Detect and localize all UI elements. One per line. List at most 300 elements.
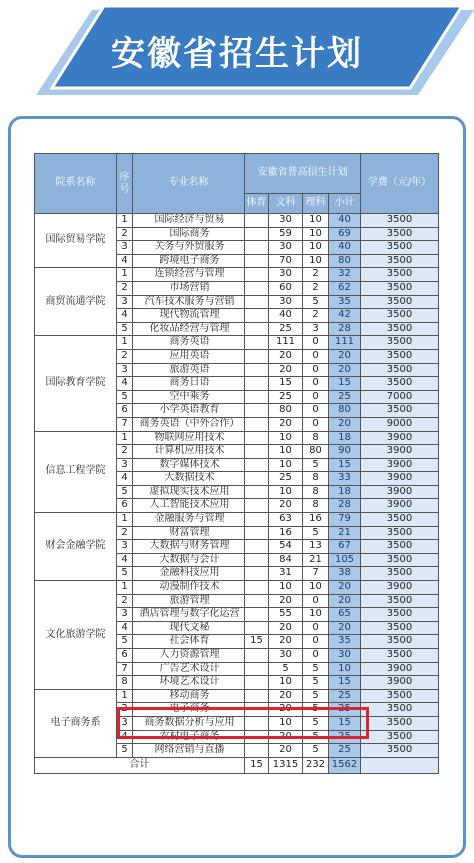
cell-sports <box>245 417 269 431</box>
table-row <box>35 581 439 595</box>
cell-fee: 3900 <box>361 445 439 459</box>
cell-seq: 3 <box>117 295 133 309</box>
cell-major: 大数据与财务管理 <box>133 540 245 554</box>
cell-arts: 20 <box>269 703 303 717</box>
total-fee <box>361 757 439 773</box>
cell-seq: 3 <box>117 241 133 255</box>
cell-fee: 3500 <box>361 540 439 554</box>
cell-major: 金融服务与管理 <box>133 513 245 527</box>
cell-sports <box>245 526 269 540</box>
cell-science: 0 <box>303 377 329 391</box>
cell-science: 0 <box>303 621 329 635</box>
cell-science: 0 <box>303 336 329 350</box>
cell-arts: 25 <box>269 472 303 486</box>
table-row <box>35 336 439 350</box>
cell-fee: 3900 <box>361 499 439 513</box>
cell-fee: 3500 <box>361 295 439 309</box>
cell-science: 0 <box>303 404 329 418</box>
total-sports: 15 <box>245 757 269 773</box>
cell-sports <box>245 716 269 730</box>
cell-fee: 3500 <box>361 635 439 649</box>
cell-major: 物联网应用技术 <box>133 431 245 445</box>
cell-fee: 3900 <box>361 431 439 445</box>
cell-subtotal: 20 <box>329 581 361 595</box>
cell-sports <box>245 295 269 309</box>
cell-arts: 40 <box>269 309 303 323</box>
cell-subtotal: 20 <box>329 363 361 377</box>
cell-subtotal: 35 <box>329 295 361 309</box>
cell-major: 汽车技术服务与营销 <box>133 295 245 309</box>
cell-subtotal: 20 <box>329 417 361 431</box>
cell-major: 现代文秘 <box>133 621 245 635</box>
cell-fee: 3500 <box>361 322 439 336</box>
cell-fee: 3500 <box>361 363 439 377</box>
cell-subtotal: 25 <box>329 689 361 703</box>
cell-science: 10 <box>303 581 329 595</box>
cell-seq: 5 <box>117 390 133 404</box>
cell-arts: 54 <box>269 540 303 554</box>
cell-sports: 15 <box>245 635 269 649</box>
cell-seq: 7 <box>117 662 133 676</box>
cell-sports <box>245 445 269 459</box>
cell-seq: 4 <box>117 309 133 323</box>
cell-science: 10 <box>303 254 329 268</box>
cell-science: 8 <box>303 485 329 499</box>
cell-major: 数字媒体技术 <box>133 458 245 472</box>
table-row <box>35 689 439 703</box>
cell-seq: 1 <box>117 513 133 527</box>
cell-fee: 3500 <box>361 241 439 255</box>
cell-arts: 20 <box>269 349 303 363</box>
cell-fee: 3900 <box>361 662 439 676</box>
cell-science: 0 <box>303 635 329 649</box>
cell-arts: 20 <box>269 417 303 431</box>
header-major: 专业名称 <box>133 154 245 214</box>
cell-science: 10 <box>303 214 329 228</box>
cell-fee: 3500 <box>361 621 439 635</box>
cell-seq: 2 <box>117 445 133 459</box>
cell-science: 5 <box>303 716 329 730</box>
cell-arts: 30 <box>269 241 303 255</box>
cell-science: 13 <box>303 540 329 554</box>
cell-seq: 1 <box>117 689 133 703</box>
cell-arts: 80 <box>269 404 303 418</box>
cell-seq: 4 <box>117 254 133 268</box>
cell-sports <box>245 689 269 703</box>
cell-arts: 16 <box>269 526 303 540</box>
cell-fee: 3500 <box>361 268 439 282</box>
cell-major: 现代物流管理 <box>133 309 245 323</box>
cell-science: 0 <box>303 649 329 663</box>
cell-subtotal: 20 <box>329 621 361 635</box>
cell-arts: 20 <box>269 499 303 513</box>
cell-subtotal: 18 <box>329 431 361 445</box>
cell-sports <box>245 676 269 690</box>
cell-sports <box>245 499 269 513</box>
cell-science: 5 <box>303 526 329 540</box>
cell-fee: 3500 <box>361 349 439 363</box>
cell-subtotal: 25 <box>329 390 361 404</box>
cell-subtotal: 105 <box>329 553 361 567</box>
cell-sports <box>245 214 269 228</box>
cell-subtotal: 20 <box>329 594 361 608</box>
cell-seq: 5 <box>117 322 133 336</box>
cell-science: 0 <box>303 390 329 404</box>
dept-name: 文化旅游学院 <box>35 581 117 690</box>
cell-major: 商务日语 <box>133 377 245 391</box>
cell-fee: 3900 <box>361 676 439 690</box>
cell-major: 国际经济与贸易 <box>133 214 245 228</box>
cell-fee: 3500 <box>361 526 439 540</box>
cell-sports <box>245 513 269 527</box>
cell-seq: 8 <box>117 676 133 690</box>
cell-fee: 3500 <box>361 716 439 730</box>
cell-arts: 30 <box>269 295 303 309</box>
table-row <box>35 431 439 445</box>
cell-subtotal: 65 <box>329 608 361 622</box>
cell-science: 7 <box>303 567 329 581</box>
cell-sports <box>245 281 269 295</box>
cell-major: 国际商务 <box>133 227 245 241</box>
cell-fee: 3500 <box>361 336 439 350</box>
cell-fee: 3900 <box>361 581 439 595</box>
cell-subtotal: 42 <box>329 309 361 323</box>
cell-science: 80 <box>303 445 329 459</box>
header-arts: 文科 <box>269 194 303 214</box>
cell-major: 人工智能技术应用 <box>133 499 245 513</box>
cell-science: 21 <box>303 553 329 567</box>
cell-arts: 10 <box>269 676 303 690</box>
cell-seq: 5 <box>117 744 133 758</box>
cell-major: 人力资源管理 <box>133 649 245 663</box>
cell-seq: 6 <box>117 499 133 513</box>
cell-seq: 2 <box>117 281 133 295</box>
cell-major: 金融科技应用 <box>133 567 245 581</box>
cell-subtotal: 15 <box>329 377 361 391</box>
cell-arts: 63 <box>269 513 303 527</box>
cell-sports <box>245 363 269 377</box>
cell-arts: 30 <box>269 649 303 663</box>
cell-major: 网络营销与直播 <box>133 744 245 758</box>
cell-sports <box>245 594 269 608</box>
cell-sports <box>245 621 269 635</box>
cell-science: 10 <box>303 227 329 241</box>
cell-major: 跨境电子商务 <box>133 254 245 268</box>
cell-major: 关务与外贸服务 <box>133 241 245 255</box>
page-title: 安徽省招生计划 <box>111 34 363 74</box>
cell-sports <box>245 322 269 336</box>
cell-science: 8 <box>303 499 329 513</box>
cell-seq: 3 <box>117 608 133 622</box>
cell-seq: 4 <box>117 730 133 744</box>
cell-seq: 2 <box>117 349 133 363</box>
cell-science: 0 <box>303 417 329 431</box>
cell-subtotal: 35 <box>329 635 361 649</box>
cell-sports <box>245 404 269 418</box>
cell-subtotal: 79 <box>329 513 361 527</box>
dept-name: 国际教育学院 <box>35 336 117 431</box>
cell-seq: 3 <box>117 540 133 554</box>
cell-subtotal: 28 <box>329 322 361 336</box>
cell-seq: 3 <box>117 458 133 472</box>
cell-subtotal: 111 <box>329 336 361 350</box>
cell-major: 社会体育 <box>133 635 245 649</box>
cell-subtotal: 62 <box>329 281 361 295</box>
cell-sports <box>245 268 269 282</box>
cell-arts: 30 <box>269 268 303 282</box>
table-row <box>35 513 439 527</box>
cell-major: 小学英语教育 <box>133 404 245 418</box>
cell-sports <box>245 431 269 445</box>
cell-science: 5 <box>303 458 329 472</box>
dept-name: 财会金融学院 <box>35 513 117 581</box>
cell-sports <box>245 567 269 581</box>
cell-seq: 5 <box>117 635 133 649</box>
cell-major: 大数据技术 <box>133 472 245 486</box>
cell-subtotal: 69 <box>329 227 361 241</box>
table-row <box>35 214 439 228</box>
cell-arts: 25 <box>269 322 303 336</box>
cell-sports <box>245 553 269 567</box>
cell-major: 化妆品经营与管理 <box>133 322 245 336</box>
dept-name: 信息工程学院 <box>35 431 117 513</box>
cell-science: 0 <box>303 594 329 608</box>
cell-arts: 10 <box>269 581 303 595</box>
cell-subtotal: 32 <box>329 268 361 282</box>
cell-sports <box>245 336 269 350</box>
total-arts: 1315 <box>269 757 303 773</box>
cell-sports <box>245 730 269 744</box>
cell-major: 旅游管理 <box>133 594 245 608</box>
cell-major: 财富管理 <box>133 526 245 540</box>
cell-sports <box>245 472 269 486</box>
cell-sports <box>245 703 269 717</box>
cell-subtotal: 10 <box>329 662 361 676</box>
cell-fee: 3500 <box>361 309 439 323</box>
cell-fee: 3900 <box>361 485 439 499</box>
cell-science: 5 <box>303 662 329 676</box>
cell-major: 移动商务 <box>133 689 245 703</box>
table-row <box>35 268 439 282</box>
cell-seq: 1 <box>117 214 133 228</box>
cell-major: 市场营销 <box>133 281 245 295</box>
cell-subtotal: 40 <box>329 214 361 228</box>
cell-seq: 6 <box>117 404 133 418</box>
cell-arts: 30 <box>269 214 303 228</box>
cell-sports <box>245 254 269 268</box>
cell-fee: 3500 <box>361 608 439 622</box>
cell-sports <box>245 458 269 472</box>
cell-sports <box>245 227 269 241</box>
cell-science: 2 <box>303 268 329 282</box>
cell-fee: 9000 <box>361 417 439 431</box>
header-seq: 序号 <box>117 154 133 214</box>
cell-arts: 31 <box>269 567 303 581</box>
cell-seq: 4 <box>117 377 133 391</box>
cell-seq: 7 <box>117 417 133 431</box>
cell-science: 8 <box>303 472 329 486</box>
cell-seq: 4 <box>117 621 133 635</box>
cell-fee: 3500 <box>361 377 439 391</box>
cell-seq: 5 <box>117 567 133 581</box>
cell-major: 动漫制作技术 <box>133 581 245 595</box>
cell-arts: 20 <box>269 744 303 758</box>
cell-science: 5 <box>303 744 329 758</box>
cell-fee: 3500 <box>361 689 439 703</box>
cell-major: 环境艺术设计 <box>133 676 245 690</box>
cell-seq: 1 <box>117 581 133 595</box>
cell-arts: 10 <box>269 716 303 730</box>
cell-subtotal: 25 <box>329 730 361 744</box>
cell-arts: 10 <box>269 485 303 499</box>
cell-science: 2 <box>303 309 329 323</box>
cell-sports <box>245 608 269 622</box>
cell-major: 商务数据分析与应用 <box>133 716 245 730</box>
cell-sports <box>245 390 269 404</box>
header-dept: 院系名称 <box>35 154 117 214</box>
cell-fee: 3500 <box>361 730 439 744</box>
cell-arts: 10 <box>269 445 303 459</box>
cell-major: 旅游英语 <box>133 363 245 377</box>
cell-major: 应用英语 <box>133 349 245 363</box>
cell-fee: 3500 <box>361 553 439 567</box>
cell-subtotal: 33 <box>329 472 361 486</box>
dept-name: 国际贸易学院 <box>35 214 117 268</box>
cell-subtotal: 90 <box>329 445 361 459</box>
cell-subtotal: 28 <box>329 499 361 513</box>
cell-subtotal: 18 <box>329 485 361 499</box>
cell-subtotal: 80 <box>329 254 361 268</box>
cell-fee: 3500 <box>361 513 439 527</box>
cell-major: 商务英语 <box>133 336 245 350</box>
header-fee: 学费（元/年） <box>361 154 439 214</box>
cell-subtotal: 25 <box>329 744 361 758</box>
cell-science: 10 <box>303 241 329 255</box>
cell-sports <box>245 485 269 499</box>
cell-science: 16 <box>303 513 329 527</box>
cell-science: 10 <box>303 608 329 622</box>
cell-science: 8 <box>303 431 329 445</box>
cell-arts: 20 <box>269 621 303 635</box>
cell-major: 电子商务 <box>133 703 245 717</box>
cell-sports <box>245 662 269 676</box>
total-label: 合计 <box>35 757 245 773</box>
cell-fee: 3500 <box>361 281 439 295</box>
cell-arts: 84 <box>269 553 303 567</box>
cell-science: 5 <box>303 676 329 690</box>
cell-fee: 3500 <box>361 744 439 758</box>
header-sports: 体育 <box>245 194 269 214</box>
cell-sports <box>245 581 269 595</box>
cell-seq: 3 <box>117 363 133 377</box>
cell-fee: 3900 <box>361 472 439 486</box>
cell-subtotal: 80 <box>329 404 361 418</box>
cell-seq: 2 <box>117 526 133 540</box>
cell-arts: 20 <box>269 635 303 649</box>
header-science: 理科 <box>303 194 329 214</box>
cell-arts: 20 <box>269 730 303 744</box>
cell-subtotal: 30 <box>329 649 361 663</box>
cell-fee: 3500 <box>361 254 439 268</box>
cell-seq: 3 <box>117 716 133 730</box>
cell-science: 0 <box>303 363 329 377</box>
cell-fee: 3500 <box>361 649 439 663</box>
header-subtotal: 小计 <box>329 194 361 214</box>
cell-sports <box>245 377 269 391</box>
cell-major: 商务英语（中外合作） <box>133 417 245 431</box>
cell-arts: 20 <box>269 594 303 608</box>
cell-science: 5 <box>303 689 329 703</box>
header-plan-group: 安徽省普高招生计划 <box>245 154 361 194</box>
cell-major: 酒店管理与数字化运营 <box>133 608 245 622</box>
cell-sports <box>245 349 269 363</box>
total-subtotal: 1562 <box>329 757 361 773</box>
cell-science: 3 <box>303 322 329 336</box>
dept-name: 商贸流通学院 <box>35 268 117 336</box>
table-body <box>35 214 439 774</box>
cell-arts: 111 <box>269 336 303 350</box>
cell-subtotal: 20 <box>329 349 361 363</box>
cell-seq: 1 <box>117 336 133 350</box>
cell-major: 空中乘务 <box>133 390 245 404</box>
cell-seq: 1 <box>117 268 133 282</box>
cell-fee: 3500 <box>361 703 439 717</box>
cell-seq: 2 <box>117 594 133 608</box>
cell-fee: 3500 <box>361 594 439 608</box>
cell-sports <box>245 309 269 323</box>
cell-major: 虚拟现实技术应用 <box>133 485 245 499</box>
cell-subtotal: 15 <box>329 458 361 472</box>
enrollment-table <box>34 153 439 774</box>
cell-sports <box>245 241 269 255</box>
cell-science: 0 <box>303 349 329 363</box>
cell-subtotal: 40 <box>329 241 361 255</box>
cell-science: 5 <box>303 295 329 309</box>
cell-science: 5 <box>303 703 329 717</box>
cell-major: 农村电子商务 <box>133 730 245 744</box>
cell-seq: 1 <box>117 431 133 445</box>
cell-major: 连锁经营与管理 <box>133 268 245 282</box>
cell-seq: 2 <box>117 703 133 717</box>
cell-seq: 4 <box>117 553 133 567</box>
cell-sports <box>245 744 269 758</box>
cell-seq: 5 <box>117 485 133 499</box>
cell-sports <box>245 649 269 663</box>
cell-arts: 10 <box>269 458 303 472</box>
cell-major: 广告艺术设计 <box>133 662 245 676</box>
cell-arts: 25 <box>269 390 303 404</box>
cell-subtotal: 15 <box>329 716 361 730</box>
cell-sports <box>245 540 269 554</box>
cell-seq: 2 <box>117 227 133 241</box>
cell-fee: 3900 <box>361 458 439 472</box>
cell-arts: 59 <box>269 227 303 241</box>
cell-major: 大数据与会计 <box>133 553 245 567</box>
cell-fee: 3500 <box>361 404 439 418</box>
cell-major: 计算机应用技术 <box>133 445 245 459</box>
cell-arts: 60 <box>269 281 303 295</box>
cell-arts: 20 <box>269 363 303 377</box>
cell-science: 5 <box>303 730 329 744</box>
cell-subtotal: 21 <box>329 526 361 540</box>
dept-name: 电子商务系 <box>35 689 117 757</box>
cell-science: 2 <box>303 281 329 295</box>
total-row <box>35 757 439 773</box>
cell-subtotal: 25 <box>329 703 361 717</box>
cell-arts: 10 <box>269 431 303 445</box>
cell-arts: 70 <box>269 254 303 268</box>
cell-fee: 3500 <box>361 214 439 228</box>
